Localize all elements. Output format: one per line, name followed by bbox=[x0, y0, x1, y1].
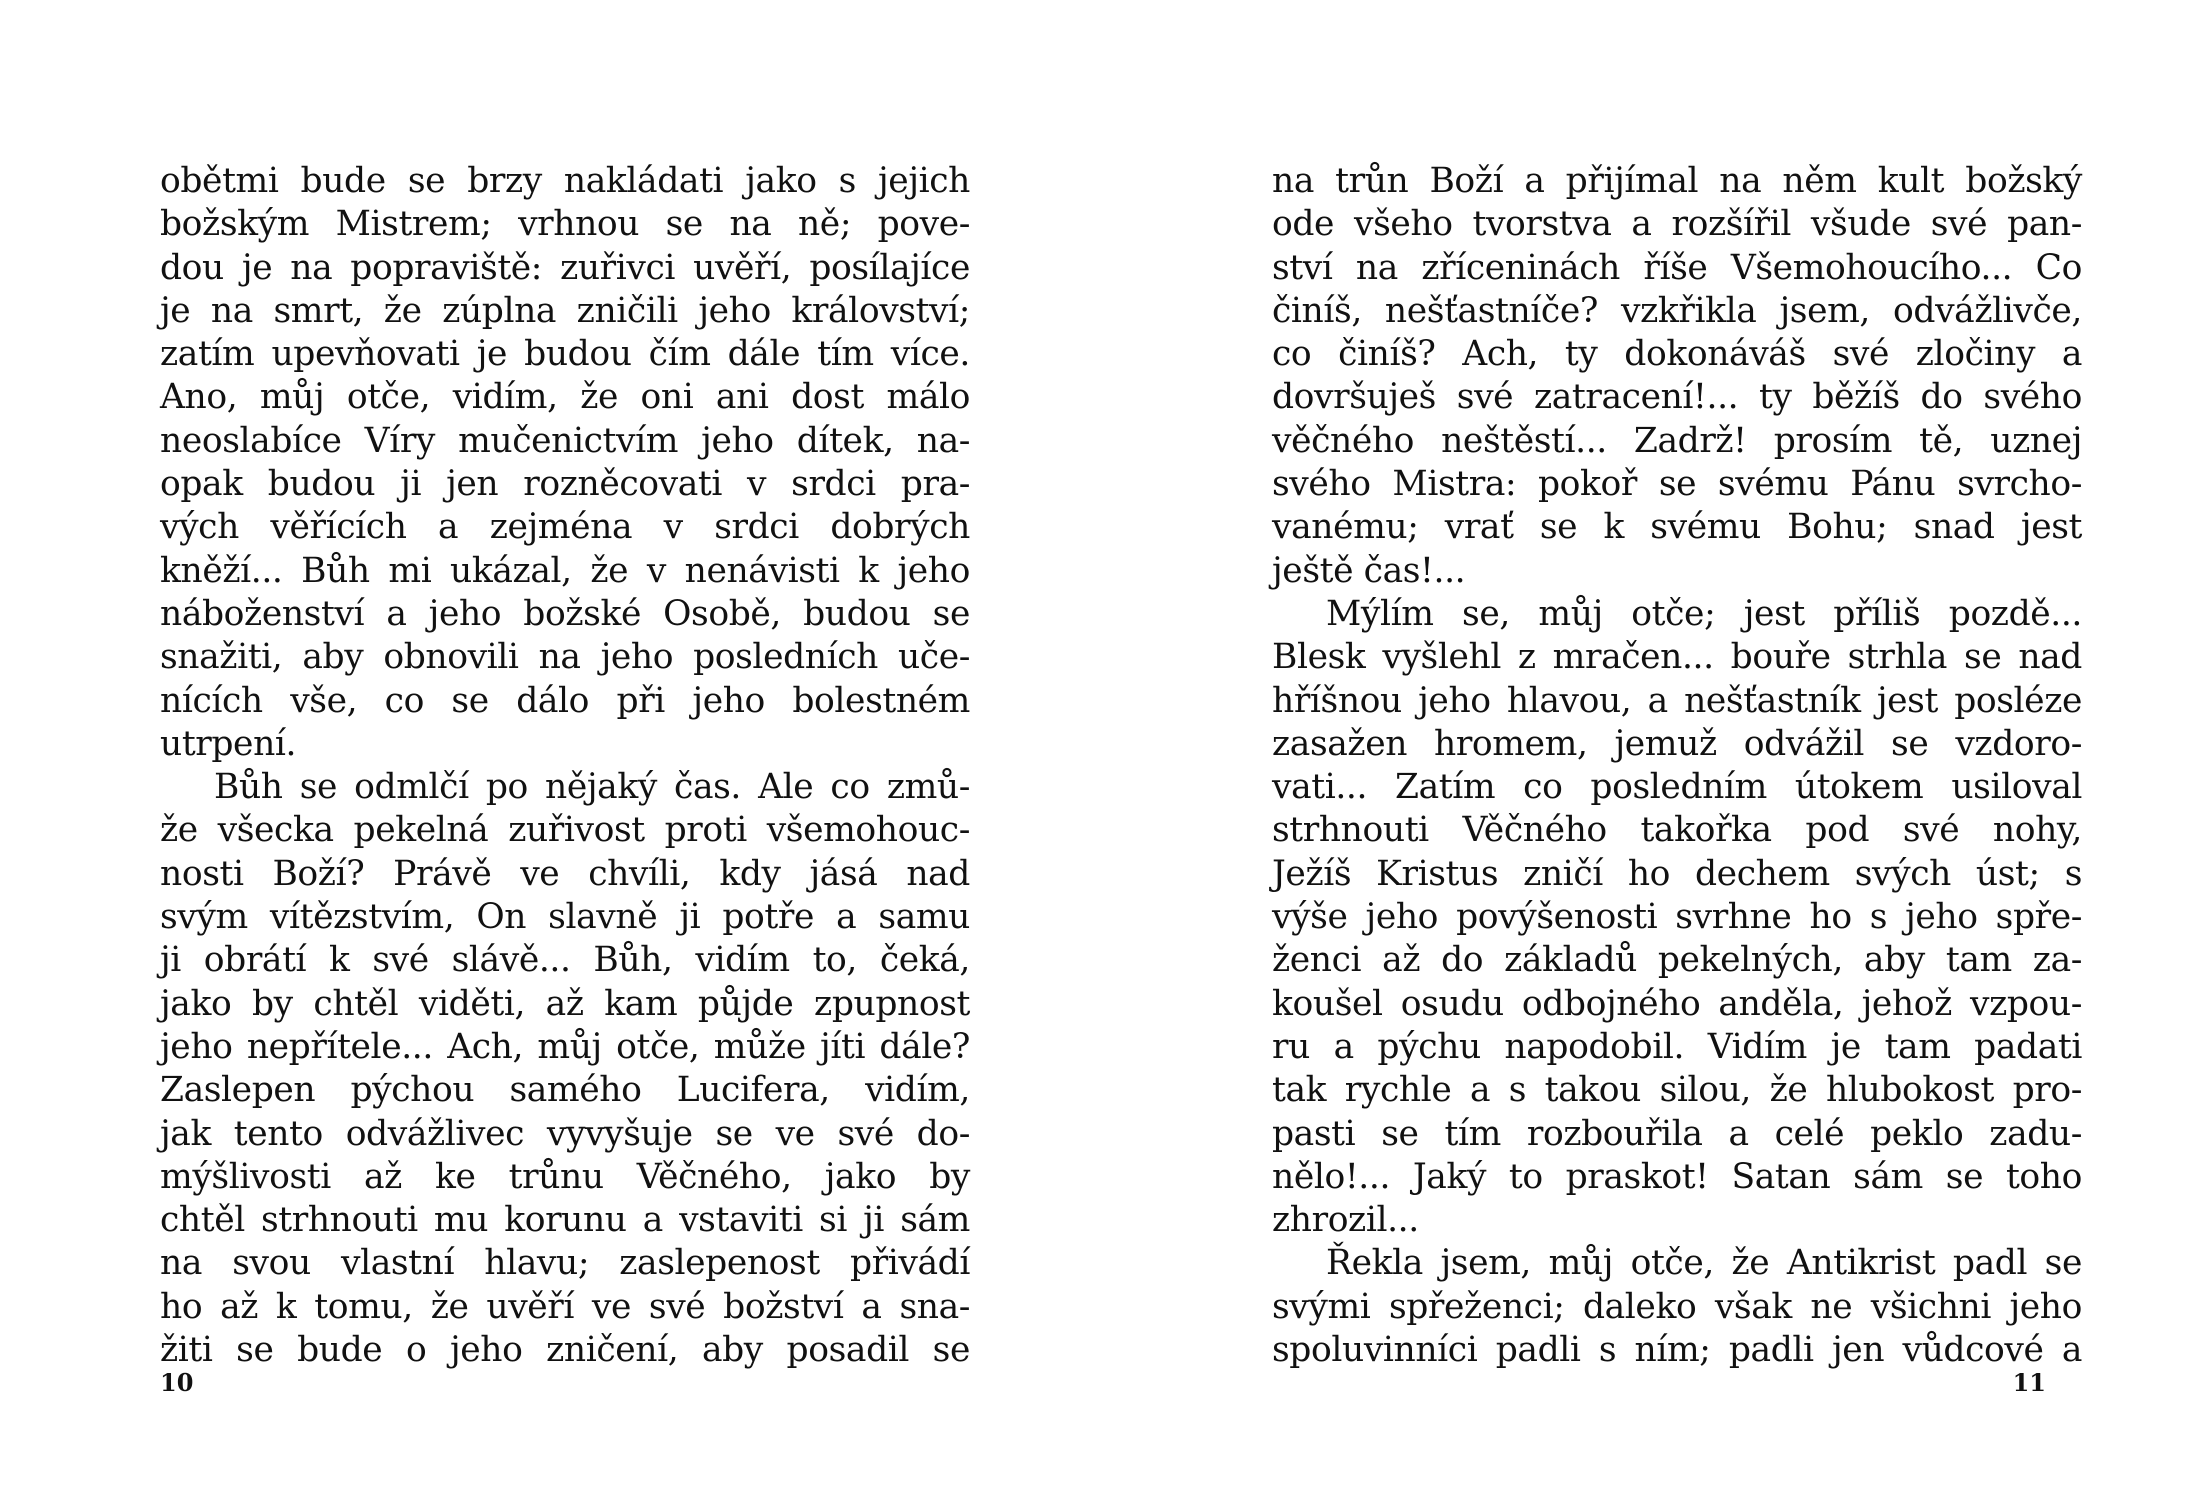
text-line: vých věřících a zejména v srdci dobrých bbox=[160, 507, 970, 548]
text-line: svým vítězstvím, On slavně ji potře a samu bbox=[160, 897, 970, 938]
text-line: že všecka pekelná zuřivost proti všemohouc- bbox=[160, 810, 970, 851]
text-line: tak rychle a s takou silou, že hlubokost pro- bbox=[1272, 1070, 2082, 1111]
text-line: neoslabíce Víry mučenictvím jeho dítek, na- bbox=[160, 420, 970, 461]
text-line: co činíš? Ach, ty dokonáváš své zločiny a bbox=[1272, 334, 2082, 375]
left-page-number: 10 bbox=[160, 1368, 194, 1397]
right-page bbox=[1106, 0, 2212, 1500]
text-line: svého Mistra: pokoř se svému Pánu svrcho- bbox=[1272, 464, 2082, 505]
text-line: ještě čas!... bbox=[1272, 550, 1466, 591]
text-line: výše jeho povýšenosti svrhne ho s jeho spře- bbox=[1272, 897, 2082, 938]
text-line: chtěl strhnouti mu korunu a vstaviti si ji sám bbox=[160, 1200, 970, 1241]
text-line: činíš, nešťastníče? vzkřikla jsem, odvážlivče, bbox=[1272, 290, 2082, 331]
text-line: ství na zříceninách říše Všemohoucího... Co bbox=[1272, 247, 2082, 288]
text-line: jak tento odvážlivec vyvyšuje se ve své do- bbox=[160, 1113, 970, 1154]
text-line: božským Mistrem; vrhnou se na ně; pove- bbox=[160, 204, 970, 245]
text-line: Ježíš Kristus zničí ho dechem svých úst; s bbox=[1272, 853, 2082, 894]
text-line: nících vše, co se dálo při jeho bolestném bbox=[160, 680, 970, 721]
text-line: Řekla jsem, můj otče, že Antikrist padl se bbox=[1326, 1243, 2082, 1284]
text-line: pasti se tím rozbouřila a celé peklo zadu- bbox=[1272, 1113, 2082, 1154]
text-line: koušel osudu odbojného anděla, jehož vzpou- bbox=[1272, 983, 2082, 1024]
text-line: nělo!... Jaký to praskot! Satan sám se toho bbox=[1272, 1156, 2082, 1197]
text-line: jako by chtěl viděti, až kam půjde zpupnost bbox=[160, 983, 970, 1024]
text-line: ji obrátí k své slávě... Bůh, vidím to, čeká, bbox=[160, 940, 970, 981]
text-line: kněží... Bůh mi ukázal, že v nenávisti k jeho bbox=[160, 550, 970, 591]
text-line: utrpení. bbox=[160, 723, 297, 764]
text-line: ode všeho tvorstva a rozšířil všude své pan- bbox=[1272, 204, 2082, 245]
text-line: vanému; vrať se k svému Bohu; snad jest bbox=[1272, 507, 2082, 548]
text-line: snažiti, aby obnovili na jeho posledních uče- bbox=[160, 637, 970, 678]
text-line: na svou vlastní hlavu; zaslepenost přivádí bbox=[160, 1243, 970, 1284]
text-line: ženci až do základů pekelných, aby tam za- bbox=[1272, 940, 2082, 981]
text-line: jeho nepřítele... Ach, můj otče, může jíti dále? bbox=[160, 1026, 970, 1067]
right-page-number: 11 bbox=[2012, 1368, 2046, 1397]
text-line: Blesk vyšlehl z mračen... bouře strhla se nad bbox=[1272, 637, 2082, 678]
text-line: žiti se bude o jeho zničení, aby posadil se bbox=[160, 1330, 970, 1371]
text-line: ru a pýchu napodobil. Vidím je tam padati bbox=[1272, 1026, 2082, 1067]
text-line: zhrozil... bbox=[1272, 1200, 1419, 1241]
text-line: mýšlivosti až ke trůnu Věčného, jako by bbox=[160, 1156, 970, 1197]
text-line: nosti Boží? Právě ve chvíli, kdy jásá nad bbox=[160, 853, 970, 894]
text-line: hříšnou jeho hlavou, a nešťastník jest posléze bbox=[1272, 680, 2082, 721]
text-line: Mýlím se, můj otče; jest příliš pozdě... bbox=[1326, 593, 2082, 634]
right-page-text bbox=[1272, 160, 2082, 1372]
text-line: spoluvinníci padli s ním; padli jen vůdcové a bbox=[1272, 1330, 2082, 1371]
text-line: na trůn Boží a přijímal na něm kult božský bbox=[1272, 161, 2082, 201]
text-line: dou je na popraviště: zuřivci uvěří, posílajíce bbox=[160, 247, 970, 288]
text-line: zasažen hromem, jemuž odvážil se vzdoro- bbox=[1272, 723, 2082, 764]
text-line: strhnouti Věčného takořka pod své nohy, bbox=[1272, 810, 2082, 851]
text-line: opak budou ji jen rozněcovati v srdci pra- bbox=[160, 464, 970, 505]
text-line: Ano, můj otče, vidím, že oni ani dost málo bbox=[160, 377, 970, 418]
text-line: věčného neštěstí... Zadrž! prosím tě, uznej bbox=[1272, 420, 2082, 461]
text-line: Zaslepen pýchou samého Lucifera, vidím, bbox=[160, 1070, 970, 1111]
text-line: Bůh se odmlčí po nějaký čas. Ale co zmů- bbox=[214, 767, 970, 808]
text-line: dovršuješ své zatracení!... ty běžíš do svého bbox=[1272, 377, 2082, 418]
text-line: je na smrt, že zúplna zničili jeho království; bbox=[160, 290, 970, 331]
text-line: zatím upevňovati je budou čím dále tím více. bbox=[160, 334, 970, 375]
left-page-text bbox=[160, 160, 970, 1372]
text-line: ho až k tomu, že uvěří ve své božství a sna- bbox=[160, 1286, 970, 1327]
text-line: obětmi bude se brzy nakládati jako s jejich bbox=[160, 161, 970, 201]
text-line: náboženství a jeho božské Osobě, budou se bbox=[160, 593, 970, 634]
text-line: vati... Zatím co posledním útokem usiloval bbox=[1272, 767, 2082, 808]
text-line: svými spřeženci; daleko však ne všichni jeho bbox=[1272, 1286, 2082, 1327]
